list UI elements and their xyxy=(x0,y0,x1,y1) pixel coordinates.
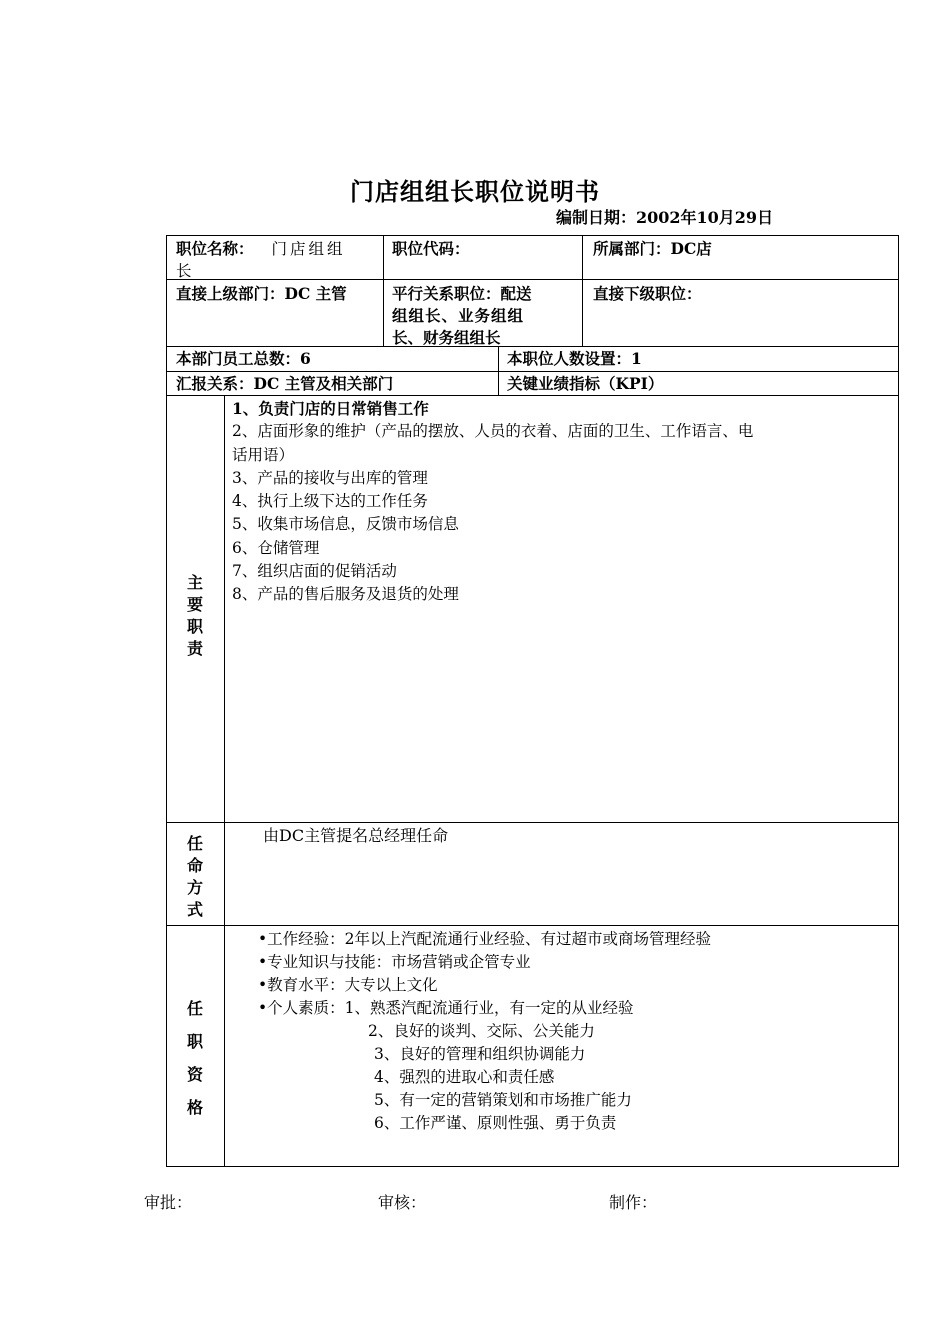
subordinate-positions: 直接下级职位： xyxy=(593,284,702,303)
job-title-value: 门店组组 xyxy=(271,240,346,258)
row-divider xyxy=(166,395,899,396)
label-char: 职 xyxy=(186,617,203,636)
qualification-line: •工作经验：2年以上汽配流通行业经验、有过超市或商场管理经验 xyxy=(258,930,712,948)
job-title-value-cont: 长 xyxy=(176,262,192,280)
label-char: 要 xyxy=(186,595,203,614)
col-divider xyxy=(582,235,583,346)
label-char: 命 xyxy=(186,856,203,875)
compile-date: 编制日期：2002年10月29日 xyxy=(556,208,774,227)
review-signature: 审核： xyxy=(378,1193,427,1212)
label-char: 格 xyxy=(186,1098,203,1117)
appointment-section-label xyxy=(167,833,223,921)
duty-item: 2、店面形象的维护（产品的摆放、人员的衣着、店面的卫生、工作语言、电 xyxy=(232,422,754,441)
qualification-line: •个人素质：1、熟悉汽配流通行业，有一定的从业经验 xyxy=(258,999,634,1017)
col-divider xyxy=(498,346,499,395)
position-headcount: 本职位人数设置：1 xyxy=(507,349,642,368)
label-char: 主 xyxy=(186,573,203,592)
label-char: 任 xyxy=(186,999,203,1018)
duty-item: 6、仓储管理 xyxy=(232,538,320,557)
qualification-line: •教育水平：大专以上文化 xyxy=(258,976,438,994)
trait-item: 2、良好的谈判、交际、公关能力 xyxy=(368,1022,595,1040)
label-char: 资 xyxy=(186,1065,203,1084)
label-char: 方 xyxy=(186,878,203,897)
col-divider xyxy=(383,235,384,346)
trait-item: 4、强烈的进取心和责任感 xyxy=(374,1068,555,1086)
label-char: 任 xyxy=(186,834,203,853)
duty-item: 7、组织店面的促销活动 xyxy=(232,562,397,581)
reporting-relationship: 汇报关系：DC 主管及相关部门 xyxy=(176,374,394,393)
qualifications-section-label xyxy=(167,992,223,1124)
duty-item: 8、产品的售后服务及退货的处理 xyxy=(232,585,459,604)
qualifications-list xyxy=(258,928,893,1135)
approval-signature: 审批： xyxy=(144,1193,193,1212)
label-char: 式 xyxy=(186,900,203,919)
document-title: 门店组组长职位说明书 xyxy=(350,177,600,206)
parallel-line: 组组长、业务组组 xyxy=(392,306,525,325)
label-char: 责 xyxy=(186,639,203,658)
duty-item: 4、执行上级下达的工作任务 xyxy=(232,492,428,511)
trait-item: 6、工作严谨、原则性强、勇于负责 xyxy=(374,1114,617,1132)
duty-item: 话用语） xyxy=(232,445,295,464)
duty-item: 1、负责门店的日常销售工作 xyxy=(232,399,429,418)
job-code-label: 职位代码： xyxy=(392,239,470,258)
trait-item: 3、良好的管理和组织协调能力 xyxy=(374,1045,586,1063)
duty-item: 3、产品的接收与出库的管理 xyxy=(232,468,428,487)
qualification-line: •专业知识与技能：市场营销或企管专业 xyxy=(258,953,531,971)
label-char: 职 xyxy=(186,1032,203,1051)
appointment-method: 由DC主管提名总经理任命 xyxy=(263,826,449,845)
row-divider xyxy=(166,822,899,823)
duties-list xyxy=(232,397,897,607)
duties-section-label xyxy=(167,572,223,660)
parallel-line: 平行关系职位：配送 xyxy=(392,284,532,303)
superior-department: 直接上级部门：DC 主管 xyxy=(176,284,347,303)
department-label: 所属部门：DC店 xyxy=(593,239,712,258)
trait-item: 5、有一定的营销策划和市场推广能力 xyxy=(374,1091,632,1109)
parallel-line: 长、财务组组长 xyxy=(392,328,501,347)
row-divider xyxy=(166,925,899,926)
parallel-positions xyxy=(392,283,580,349)
job-title-label: 职位名称： xyxy=(176,239,254,258)
department-headcount: 本部门员工总数：6 xyxy=(176,349,311,368)
col-divider xyxy=(224,395,225,1167)
prepared-by-signature: 制作： xyxy=(609,1193,658,1212)
job-title-cell xyxy=(176,238,380,282)
duty-item: 5、收集市场信息，反馈市场信息 xyxy=(232,515,459,534)
row-divider xyxy=(166,371,899,372)
kpi-label: 关键业绩指标（KPI） xyxy=(507,374,664,393)
